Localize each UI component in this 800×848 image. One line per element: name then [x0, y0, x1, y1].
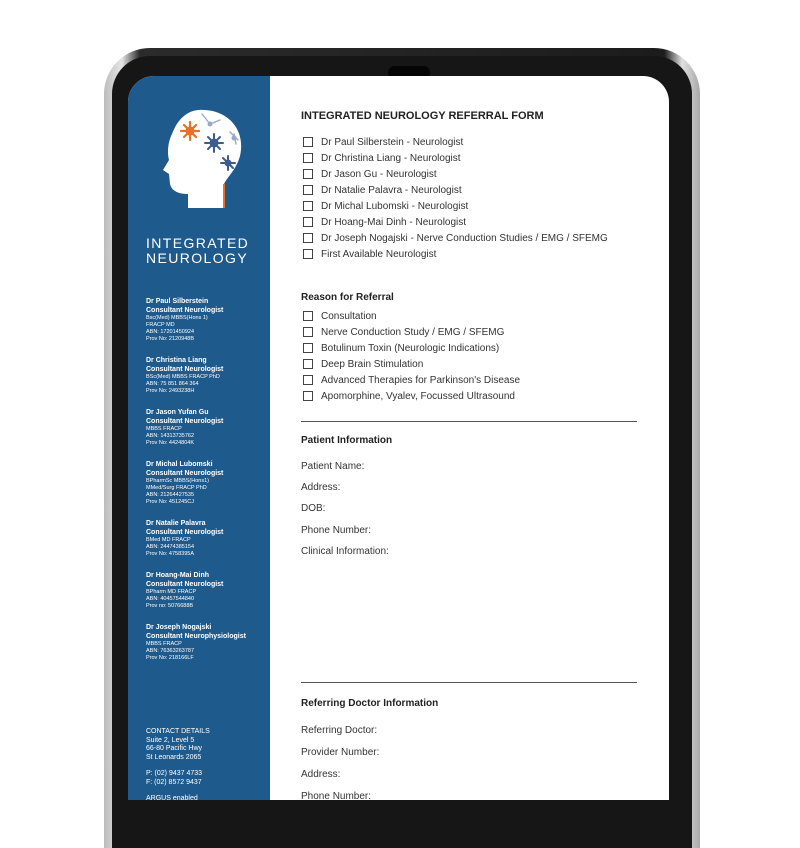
doctor-role: Consultant Neurologist [146, 365, 224, 373]
contact-fax: F: (02) 8572 9437 [146, 778, 202, 786]
doctor-selection-list [303, 134, 608, 262]
doctor-qualifications: BPharmSc MBBS(Hons1) [146, 478, 209, 484]
doctor-entry [146, 298, 270, 343]
doctor-option-label: Dr Michal Lubomski - Neurologist [321, 200, 469, 212]
doctor-name: Dr Hoang-Mai Dinh [146, 572, 209, 579]
doctor-role: Consultant Neurologist [146, 469, 224, 477]
contact-heading: CONTACT DETAILS [146, 728, 210, 735]
doctor-list [146, 298, 270, 676]
doctor-abn: ABN: 17201450924 [146, 329, 195, 335]
doctor-option-label: Dr Christina Liang - Neurologist [321, 152, 461, 164]
doctor-option-label: First Available Neurologist [321, 248, 437, 260]
doctor-entry [146, 409, 270, 447]
reason-option-label: Apomorphine, Vyalev, Focussed Ultrasound [321, 390, 515, 402]
doctor-abn: ABN: 21264427535 [146, 492, 195, 498]
section-divider [301, 421, 637, 422]
doctor-provider-number: Prov No: 2493238H [146, 388, 195, 394]
doctor-name: Dr Michal Lubomski [146, 461, 213, 468]
doctor-qualifications: MMed/Surg FRACP PhD [146, 485, 207, 491]
doctor-option-label: Dr Hoang-Mai Dinh - Neurologist [321, 216, 467, 228]
referring-doctor-field[interactable]: Referring Doctor: [301, 725, 378, 736]
doctor-provider-number: Prov No: 451245CJ [146, 499, 194, 505]
provider-number-field[interactable]: Provider Number: [301, 747, 380, 758]
doctor-role: Consultant Neurophysiologist [146, 632, 246, 640]
screen [128, 76, 669, 800]
doctor-option[interactable] [303, 214, 608, 230]
checkbox[interactable] [303, 249, 313, 259]
doctor-role: Consultant Neurologist [146, 306, 224, 314]
checkbox[interactable] [303, 153, 313, 163]
doctor-qualifications: Bsc(Med) MBBS(Hons 1) [146, 315, 208, 321]
clinical-information-field[interactable]: Clinical Information: [301, 546, 389, 557]
form-title: INTEGRATED NEUROLOGY REFERRAL FORM [301, 110, 544, 122]
patient-name-field[interactable]: Patient Name: [301, 461, 365, 472]
doctor-option-label: Dr Paul Silberstein - Neurologist [321, 136, 464, 148]
doctor-abn: ABN: 24474385154 [146, 544, 195, 550]
doctor-name: Dr Joseph Nogajski [146, 624, 212, 631]
doctor-qualifications: FRACP MD [146, 322, 175, 328]
reason-option-label: Nerve Conduction Study / EMG / SFEMG [321, 326, 505, 338]
contact-address-line: 66-80 Pacific Hwy [146, 745, 203, 752]
referrer-phone-field[interactable]: Phone Number: [301, 791, 372, 800]
checkbox[interactable] [303, 169, 313, 179]
reason-list [303, 308, 520, 404]
contact-argus: ARGUS enabled [146, 795, 198, 800]
doctor-abn: ABN: 75 851 864 364 [146, 381, 199, 387]
reason-option[interactable] [303, 372, 520, 388]
reason-heading: Reason for Referral [301, 292, 394, 303]
checkbox[interactable] [303, 343, 313, 353]
checkbox[interactable] [303, 137, 313, 147]
reason-option[interactable] [303, 308, 520, 324]
contact-address-line: St Leonards 2065 [146, 753, 202, 761]
doctor-entry [146, 572, 270, 610]
checkbox[interactable] [303, 185, 313, 195]
brand-line-1: INTEGRATED [146, 235, 250, 251]
patient-address-field[interactable]: Address: [301, 482, 341, 493]
doctor-abn: ABN: 14313735762 [146, 433, 195, 439]
section-divider [301, 682, 637, 683]
doctor-option[interactable] [303, 166, 608, 182]
doctor-option-label: Dr Natalie Palavra - Neurologist [321, 184, 462, 196]
brand-name [146, 236, 249, 266]
doctor-qualifications: BMed MD FRACP [146, 537, 191, 543]
reason-option-label: Consultation [321, 310, 377, 322]
doctor-entry [146, 520, 270, 558]
doctor-option-label: Dr Jason Gu - Neurologist [321, 168, 437, 180]
checkbox[interactable] [303, 233, 313, 243]
doctor-role: Consultant Neurologist [146, 580, 224, 588]
contact-address-line: Suite 2, Level 5 [146, 736, 195, 744]
doctor-qualifications: BPharm MD FRACP [146, 589, 197, 595]
referrer-address-field[interactable]: Address: [301, 769, 341, 780]
patient-dob-field[interactable]: DOB: [301, 503, 326, 514]
checkbox[interactable] [303, 375, 313, 385]
reason-option[interactable] [303, 324, 520, 340]
checkbox[interactable] [303, 327, 313, 337]
patient-heading: Patient Information [301, 435, 393, 446]
reason-option-label: Deep Brain Stimulation [321, 358, 424, 370]
doctor-name: Dr Natalie Palavra [146, 520, 206, 527]
doctor-entry [146, 624, 270, 662]
doctor-option[interactable] [303, 230, 608, 246]
contact-phone: P: (02) 9437 4733 [146, 770, 203, 777]
checkbox[interactable] [303, 217, 313, 227]
checkbox[interactable] [303, 391, 313, 401]
doctor-abn: ABN: 40457544840 [146, 596, 195, 602]
doctor-provider-number: Prov no: 5076688B [146, 603, 194, 609]
brand-line-2: NEUROLOGY [146, 250, 249, 266]
contact-details [146, 728, 210, 800]
checkbox[interactable] [303, 359, 313, 369]
referrer-heading: Referring Doctor Information [301, 698, 439, 709]
doctor-option-label: Dr Joseph Nogajski - Nerve Conduction Studies / EMG / SFEMG [321, 232, 608, 244]
reason-option-label: Advanced Therapies for Parkinson's Disease [321, 374, 521, 386]
doctor-name: Dr Paul Silberstein [146, 298, 209, 305]
reason-option[interactable] [303, 356, 520, 372]
doctor-role: Consultant Neurologist [146, 417, 224, 425]
reason-option[interactable] [303, 340, 520, 356]
doctor-name: Dr Christina Liang [146, 357, 207, 364]
doctor-provider-number: Prov No: 4758395A [146, 551, 195, 557]
doctor-option[interactable] [303, 198, 608, 214]
doctor-provider-number: Prov No: 4424804K [146, 440, 195, 446]
checkbox[interactable] [303, 311, 313, 321]
sidebar [128, 76, 270, 800]
doctor-role: Consultant Neurologist [146, 528, 224, 536]
doctor-name: Dr Jason Yufan Gu [146, 409, 209, 416]
doctor-entry [146, 357, 270, 395]
doctor-abn: ABN: 76363263787 [146, 648, 195, 654]
reason-option-label: Botulinum Toxin (Neurologic Indications) [321, 342, 500, 354]
doctor-option[interactable] [303, 134, 608, 150]
referral-form [301, 76, 669, 800]
checkbox[interactable] [303, 201, 313, 211]
doctor-qualifications: MBBS FRACP [146, 641, 182, 647]
doctor-qualifications: BSc(Med) MBBS FRACP PhD [146, 374, 220, 380]
reason-option[interactable] [303, 388, 520, 404]
doctor-option[interactable] [303, 246, 608, 262]
patient-phone-field[interactable]: Phone Number: [301, 525, 372, 536]
doctor-provider-number: Prov No: 218166LF [146, 655, 194, 661]
doctor-option[interactable] [303, 150, 608, 166]
doctor-entry [146, 461, 270, 506]
doctor-option[interactable] [303, 182, 608, 198]
brain-logo-icon [150, 104, 250, 227]
doctor-provider-number: Prov No: 2120948B [146, 336, 195, 342]
doctor-qualifications: MBBS FRACP [146, 426, 182, 432]
